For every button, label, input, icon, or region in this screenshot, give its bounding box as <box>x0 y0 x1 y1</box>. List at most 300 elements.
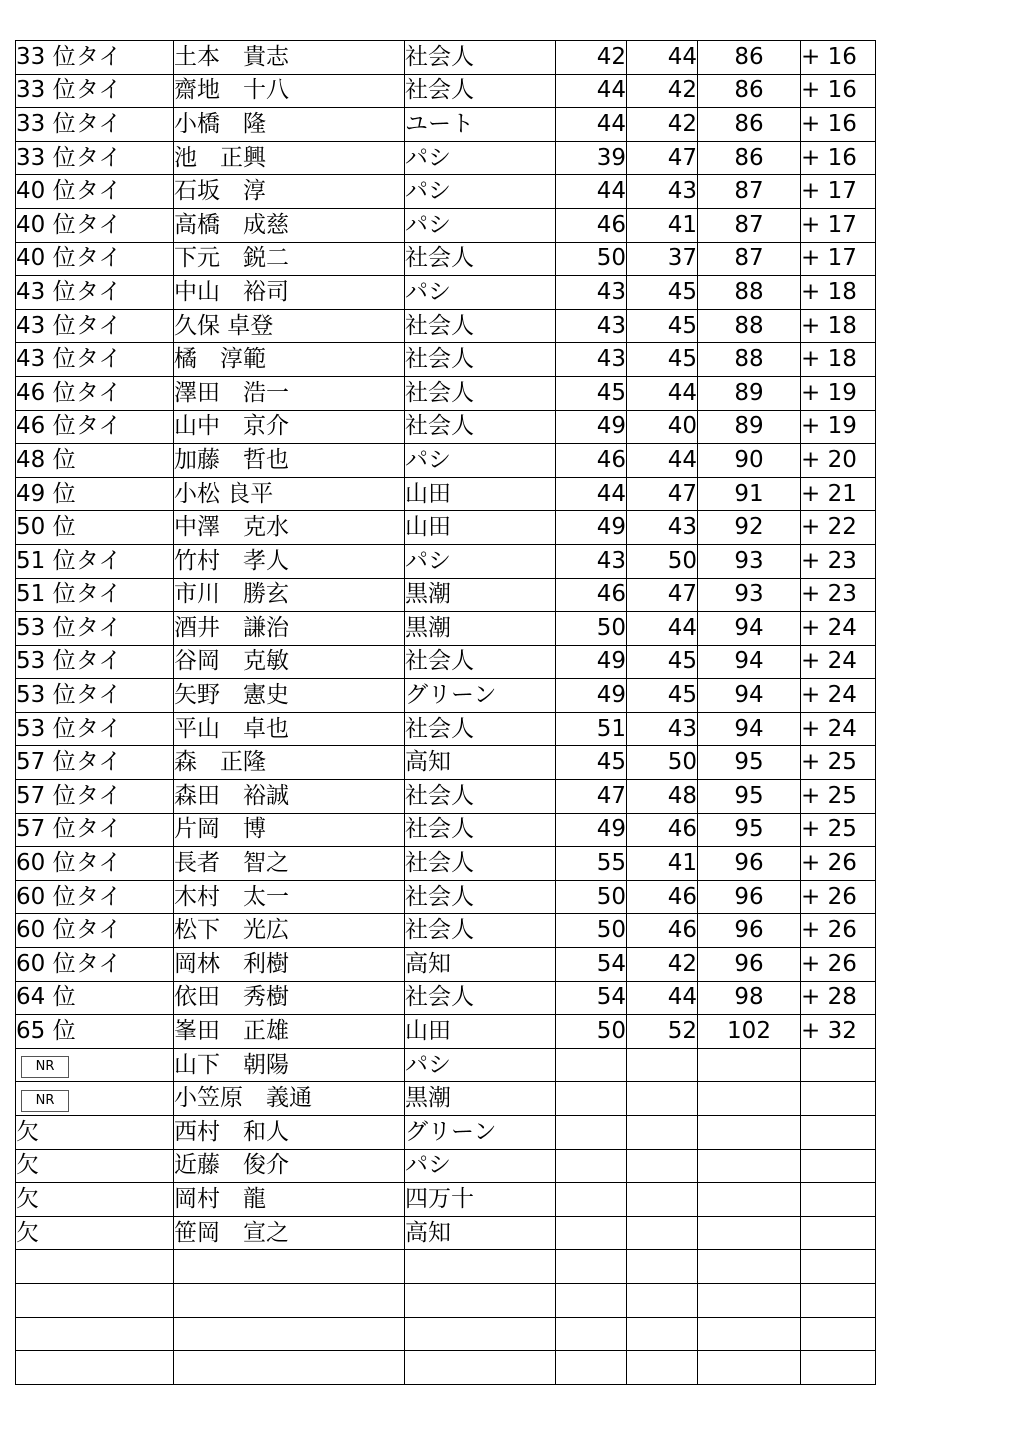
total-score: 94 <box>698 679 801 713</box>
table-row <box>16 41 876 75</box>
round1-score: 43 <box>556 343 627 377</box>
total-score: 88 <box>698 276 801 310</box>
club-name: パシ <box>405 444 556 478</box>
over-par: + 25 <box>801 813 876 847</box>
player-name: 平山 卓也 <box>174 712 405 746</box>
total-score: 96 <box>698 847 801 881</box>
empty-cell <box>16 1317 174 1351</box>
club-name: 高知 <box>405 746 556 780</box>
player-name: 山中 京介 <box>174 410 405 444</box>
table-row <box>16 444 876 478</box>
round1-score: 54 <box>556 981 627 1015</box>
round1-score: 55 <box>556 847 627 881</box>
rank-position: 46 位 <box>16 379 76 406</box>
total-score: 95 <box>698 780 801 814</box>
absent-mark: 欠 <box>16 1216 174 1250</box>
player-name: 山下 朝陽 <box>174 1048 405 1082</box>
empty-cell <box>556 1351 627 1385</box>
total-score: 86 <box>698 108 801 142</box>
tie-label: タイ <box>76 211 122 238</box>
club-name: 社会人 <box>405 376 556 410</box>
rank-cell <box>16 410 174 444</box>
rank-cell <box>16 544 174 578</box>
club-name: ユート <box>405 108 556 142</box>
rank-cell <box>16 1048 174 1082</box>
rank-cell <box>16 880 174 914</box>
club-name: パシ <box>405 1149 556 1183</box>
tie-label: タイ <box>76 547 122 574</box>
empty-cell <box>627 1317 698 1351</box>
tie-label: タイ <box>76 682 122 709</box>
over-par: + 25 <box>801 780 876 814</box>
empty-cell <box>174 1351 405 1385</box>
round2-score: 44 <box>627 444 698 478</box>
player-name: 岡村 龍 <box>174 1183 405 1217</box>
player-name: 森田 裕誠 <box>174 780 405 814</box>
empty-cell <box>405 1317 556 1351</box>
table-row <box>16 948 876 982</box>
table-row <box>16 880 876 914</box>
round1-score: 50 <box>556 914 627 948</box>
empty-cell <box>627 1183 698 1217</box>
nr-badge: NR <box>21 1090 69 1112</box>
over-par: + 17 <box>801 175 876 209</box>
round1-score: 45 <box>556 746 627 780</box>
results-table <box>15 40 876 1385</box>
over-par: + 16 <box>801 41 876 75</box>
empty-cell <box>405 1250 556 1284</box>
rank-cell <box>16 74 174 108</box>
rank-position: 40 位 <box>16 211 76 238</box>
over-par: + 24 <box>801 712 876 746</box>
over-par: + 17 <box>801 208 876 242</box>
round1-score: 43 <box>556 544 627 578</box>
tie-label: タイ <box>76 917 122 944</box>
player-name: 澤田 浩一 <box>174 376 405 410</box>
round2-score: 37 <box>627 242 698 276</box>
rank-position: 40 位 <box>16 178 76 205</box>
round2-score: 44 <box>627 41 698 75</box>
table-row <box>16 276 876 310</box>
player-name: 橘 淳範 <box>174 343 405 377</box>
player-name: 土本 貴志 <box>174 41 405 75</box>
table-row <box>16 780 876 814</box>
rank-position: 43 位 <box>16 346 76 373</box>
empty-cell <box>556 1082 627 1116</box>
empty-cell <box>627 1082 698 1116</box>
empty-cell <box>556 1048 627 1082</box>
round1-score: 43 <box>556 309 627 343</box>
total-score: 93 <box>698 578 801 612</box>
table-row <box>16 1015 876 1049</box>
total-score: 96 <box>698 914 801 948</box>
rank-cell <box>16 645 174 679</box>
round1-score: 46 <box>556 444 627 478</box>
round2-score: 50 <box>627 544 698 578</box>
table-row <box>16 544 876 578</box>
round2-score: 41 <box>627 847 698 881</box>
empty-cell <box>801 1116 876 1150</box>
round2-score: 45 <box>627 276 698 310</box>
rank-cell <box>16 780 174 814</box>
table-row <box>16 74 876 108</box>
rank-position: 40 位 <box>16 245 76 272</box>
rank-cell <box>16 41 174 75</box>
empty-cell <box>174 1283 405 1317</box>
table-row <box>16 1116 876 1150</box>
rank-cell <box>16 276 174 310</box>
round2-score: 43 <box>627 511 698 545</box>
over-par: + 17 <box>801 242 876 276</box>
over-par: + 32 <box>801 1015 876 1049</box>
total-score: 91 <box>698 477 801 511</box>
tie-label: タイ <box>76 782 122 809</box>
rank-position: 46 位 <box>16 413 76 440</box>
empty-cell <box>556 1149 627 1183</box>
empty-cell <box>698 1250 801 1284</box>
player-name: 長者 智之 <box>174 847 405 881</box>
rank-cell <box>16 175 174 209</box>
empty-cell <box>698 1351 801 1385</box>
rank-position: 60 位 <box>16 883 76 910</box>
club-name: 黒潮 <box>405 578 556 612</box>
player-name: 小松 良平 <box>174 477 405 511</box>
round2-score: 46 <box>627 914 698 948</box>
table-row <box>16 679 876 713</box>
rank-cell <box>16 309 174 343</box>
player-name: 笹岡 宣之 <box>174 1216 405 1250</box>
club-name: 社会人 <box>405 847 556 881</box>
over-par: + 25 <box>801 746 876 780</box>
empty-cell <box>698 1082 801 1116</box>
over-par: + 19 <box>801 410 876 444</box>
rank-position: 51 位 <box>16 581 76 608</box>
tie-label: タイ <box>76 110 122 137</box>
rank-cell <box>16 511 174 545</box>
table-row <box>16 108 876 142</box>
total-score: 86 <box>698 41 801 75</box>
round1-score: 50 <box>556 242 627 276</box>
table-row <box>16 1048 876 1082</box>
round1-score: 49 <box>556 645 627 679</box>
table-row <box>16 208 876 242</box>
empty-cell <box>801 1283 876 1317</box>
over-par: + 26 <box>801 847 876 881</box>
round2-score: 48 <box>627 780 698 814</box>
table-row <box>16 981 876 1015</box>
table-row <box>16 847 876 881</box>
total-score: 89 <box>698 410 801 444</box>
over-par: + 16 <box>801 141 876 175</box>
table-row <box>16 343 876 377</box>
round1-score: 44 <box>556 477 627 511</box>
round2-score: 45 <box>627 309 698 343</box>
round2-score: 44 <box>627 981 698 1015</box>
rank-cell <box>16 847 174 881</box>
player-name: 中山 裕司 <box>174 276 405 310</box>
empty-cell <box>801 1149 876 1183</box>
rank-position: 65 位 <box>16 1018 76 1045</box>
rank-position: 33 位 <box>16 43 76 70</box>
tie-label: タイ <box>76 648 122 675</box>
empty-cell <box>627 1149 698 1183</box>
empty-cell <box>801 1183 876 1217</box>
round2-score: 43 <box>627 175 698 209</box>
total-score: 94 <box>698 712 801 746</box>
empty-cell <box>627 1351 698 1385</box>
club-name: 社会人 <box>405 914 556 948</box>
tie-label: タイ <box>76 379 122 406</box>
rank-position: 53 位 <box>16 648 76 675</box>
player-name: 近藤 俊介 <box>174 1149 405 1183</box>
round1-score: 39 <box>556 141 627 175</box>
player-name: 森 正隆 <box>174 746 405 780</box>
over-par: + 23 <box>801 544 876 578</box>
over-par: + 16 <box>801 108 876 142</box>
player-name: 小橋 隆 <box>174 108 405 142</box>
rank-cell <box>16 578 174 612</box>
round2-score: 43 <box>627 712 698 746</box>
total-score: 93 <box>698 544 801 578</box>
round1-score: 49 <box>556 410 627 444</box>
player-name: 加藤 哲也 <box>174 444 405 478</box>
round2-score: 46 <box>627 880 698 914</box>
over-par: + 24 <box>801 645 876 679</box>
round2-score: 52 <box>627 1015 698 1049</box>
total-score: 94 <box>698 645 801 679</box>
rank-cell <box>16 376 174 410</box>
table-row <box>16 477 876 511</box>
rank-position: 51 位 <box>16 547 76 574</box>
over-par: + 21 <box>801 477 876 511</box>
round1-score: 44 <box>556 108 627 142</box>
tie-label: タイ <box>76 144 122 171</box>
total-score: 89 <box>698 376 801 410</box>
total-score: 98 <box>698 981 801 1015</box>
empty-cell <box>627 1048 698 1082</box>
over-par: + 22 <box>801 511 876 545</box>
empty-cell <box>627 1216 698 1250</box>
rank-position: 50 位 <box>16 514 76 541</box>
over-par: + 19 <box>801 376 876 410</box>
empty-cell <box>801 1048 876 1082</box>
player-name: 木村 太一 <box>174 880 405 914</box>
club-name: 黒潮 <box>405 612 556 646</box>
over-par: + 18 <box>801 309 876 343</box>
club-name: グリーン <box>405 1116 556 1150</box>
tie-label: タイ <box>76 950 122 977</box>
empty-cell <box>698 1116 801 1150</box>
nr-badge: NR <box>21 1056 69 1078</box>
club-name: 社会人 <box>405 343 556 377</box>
over-par: + 24 <box>801 679 876 713</box>
table-row <box>16 141 876 175</box>
tie-label: タイ <box>76 245 122 272</box>
empty-cell <box>801 1082 876 1116</box>
club-name: 社会人 <box>405 242 556 276</box>
total-score: 88 <box>698 309 801 343</box>
over-par: + 16 <box>801 74 876 108</box>
rank-cell <box>16 679 174 713</box>
player-name: 峯田 正雄 <box>174 1015 405 1049</box>
rank-position: 60 位 <box>16 917 76 944</box>
club-name: 社会人 <box>405 813 556 847</box>
table-row <box>16 511 876 545</box>
rank-cell <box>16 981 174 1015</box>
club-name: 社会人 <box>405 780 556 814</box>
player-name: 高橋 成慈 <box>174 208 405 242</box>
table-row <box>16 645 876 679</box>
empty-cell <box>801 1216 876 1250</box>
round1-score: 44 <box>556 74 627 108</box>
empty-cell <box>16 1250 174 1284</box>
round1-score: 42 <box>556 41 627 75</box>
rank-position: 53 位 <box>16 682 76 709</box>
club-name: グリーン <box>405 679 556 713</box>
table-row <box>16 612 876 646</box>
rank-cell <box>16 108 174 142</box>
round2-score: 44 <box>627 376 698 410</box>
empty-row <box>16 1351 876 1385</box>
total-score: 87 <box>698 208 801 242</box>
player-name: 酒井 謙治 <box>174 612 405 646</box>
round2-score: 45 <box>627 679 698 713</box>
over-par: + 23 <box>801 578 876 612</box>
club-name: パシ <box>405 1048 556 1082</box>
club-name: 社会人 <box>405 880 556 914</box>
total-score: 94 <box>698 612 801 646</box>
absent-mark: 欠 <box>16 1149 174 1183</box>
total-score: 86 <box>698 74 801 108</box>
round1-score: 43 <box>556 276 627 310</box>
round1-score: 50 <box>556 612 627 646</box>
table-row <box>16 1149 876 1183</box>
player-name: 片岡 博 <box>174 813 405 847</box>
over-par: + 18 <box>801 276 876 310</box>
tie-label: タイ <box>76 77 122 104</box>
club-name: 社会人 <box>405 410 556 444</box>
rank-cell <box>16 1015 174 1049</box>
club-name: 社会人 <box>405 309 556 343</box>
rank-position: 57 位 <box>16 782 76 809</box>
round2-score: 50 <box>627 746 698 780</box>
rank-position: 53 位 <box>16 715 76 742</box>
rank-cell <box>16 1082 174 1116</box>
round1-score: 50 <box>556 1015 627 1049</box>
rank-position: 64 位 <box>16 984 76 1011</box>
rank-position: 43 位 <box>16 312 76 339</box>
total-score: 96 <box>698 880 801 914</box>
player-name: 矢野 憲史 <box>174 679 405 713</box>
player-name: 久保 卓登 <box>174 309 405 343</box>
empty-cell <box>405 1351 556 1385</box>
empty-cell <box>556 1317 627 1351</box>
empty-cell <box>556 1116 627 1150</box>
round2-score: 42 <box>627 74 698 108</box>
empty-cell <box>556 1216 627 1250</box>
empty-row <box>16 1317 876 1351</box>
table-row <box>16 914 876 948</box>
empty-cell <box>698 1183 801 1217</box>
total-score: 87 <box>698 242 801 276</box>
over-par: + 18 <box>801 343 876 377</box>
empty-cell <box>16 1351 174 1385</box>
round1-score: 44 <box>556 175 627 209</box>
empty-cell <box>801 1250 876 1284</box>
over-par: + 28 <box>801 981 876 1015</box>
player-name: 松下 光広 <box>174 914 405 948</box>
rank-position: 57 位 <box>16 749 76 776</box>
table-row <box>16 309 876 343</box>
table-row <box>16 746 876 780</box>
empty-cell <box>698 1149 801 1183</box>
club-name: 社会人 <box>405 41 556 75</box>
rank-position: 49 位 <box>16 480 76 507</box>
total-score: 86 <box>698 141 801 175</box>
total-score: 87 <box>698 175 801 209</box>
club-name: パシ <box>405 175 556 209</box>
tie-label: タイ <box>76 278 122 305</box>
round1-score: 49 <box>556 511 627 545</box>
round2-score: 47 <box>627 477 698 511</box>
round2-score: 44 <box>627 612 698 646</box>
empty-cell <box>627 1283 698 1317</box>
round1-score: 46 <box>556 208 627 242</box>
rank-position: 33 位 <box>16 77 76 104</box>
round2-score: 42 <box>627 948 698 982</box>
total-score: 95 <box>698 746 801 780</box>
player-name: 下元 鋭二 <box>174 242 405 276</box>
empty-cell <box>174 1317 405 1351</box>
round1-score: 47 <box>556 780 627 814</box>
round1-score: 45 <box>556 376 627 410</box>
round2-score: 47 <box>627 578 698 612</box>
rank-cell <box>16 141 174 175</box>
results-body <box>16 41 876 1385</box>
club-name: 高知 <box>405 1216 556 1250</box>
tie-label: タイ <box>76 850 122 877</box>
empty-cell <box>174 1250 405 1284</box>
club-name: 高知 <box>405 948 556 982</box>
table-row <box>16 1082 876 1116</box>
empty-row <box>16 1250 876 1284</box>
over-par: + 26 <box>801 914 876 948</box>
rank-cell <box>16 242 174 276</box>
club-name: 四万十 <box>405 1183 556 1217</box>
round2-score: 45 <box>627 343 698 377</box>
empty-cell <box>698 1283 801 1317</box>
tie-label: タイ <box>76 715 122 742</box>
rank-position: 60 位 <box>16 950 76 977</box>
club-name: 山田 <box>405 511 556 545</box>
club-name: 社会人 <box>405 74 556 108</box>
rank-cell <box>16 914 174 948</box>
rank-cell <box>16 813 174 847</box>
round2-score: 40 <box>627 410 698 444</box>
table-row <box>16 376 876 410</box>
club-name: 黒潮 <box>405 1082 556 1116</box>
round2-score: 47 <box>627 141 698 175</box>
rank-cell <box>16 477 174 511</box>
rank-cell <box>16 948 174 982</box>
rank-position: 53 位 <box>16 614 76 641</box>
round1-score: 54 <box>556 948 627 982</box>
round1-score: 50 <box>556 880 627 914</box>
player-name: 岡林 利樹 <box>174 948 405 982</box>
rank-position: 33 位 <box>16 144 76 171</box>
total-score: 102 <box>698 1015 801 1049</box>
empty-cell <box>556 1283 627 1317</box>
